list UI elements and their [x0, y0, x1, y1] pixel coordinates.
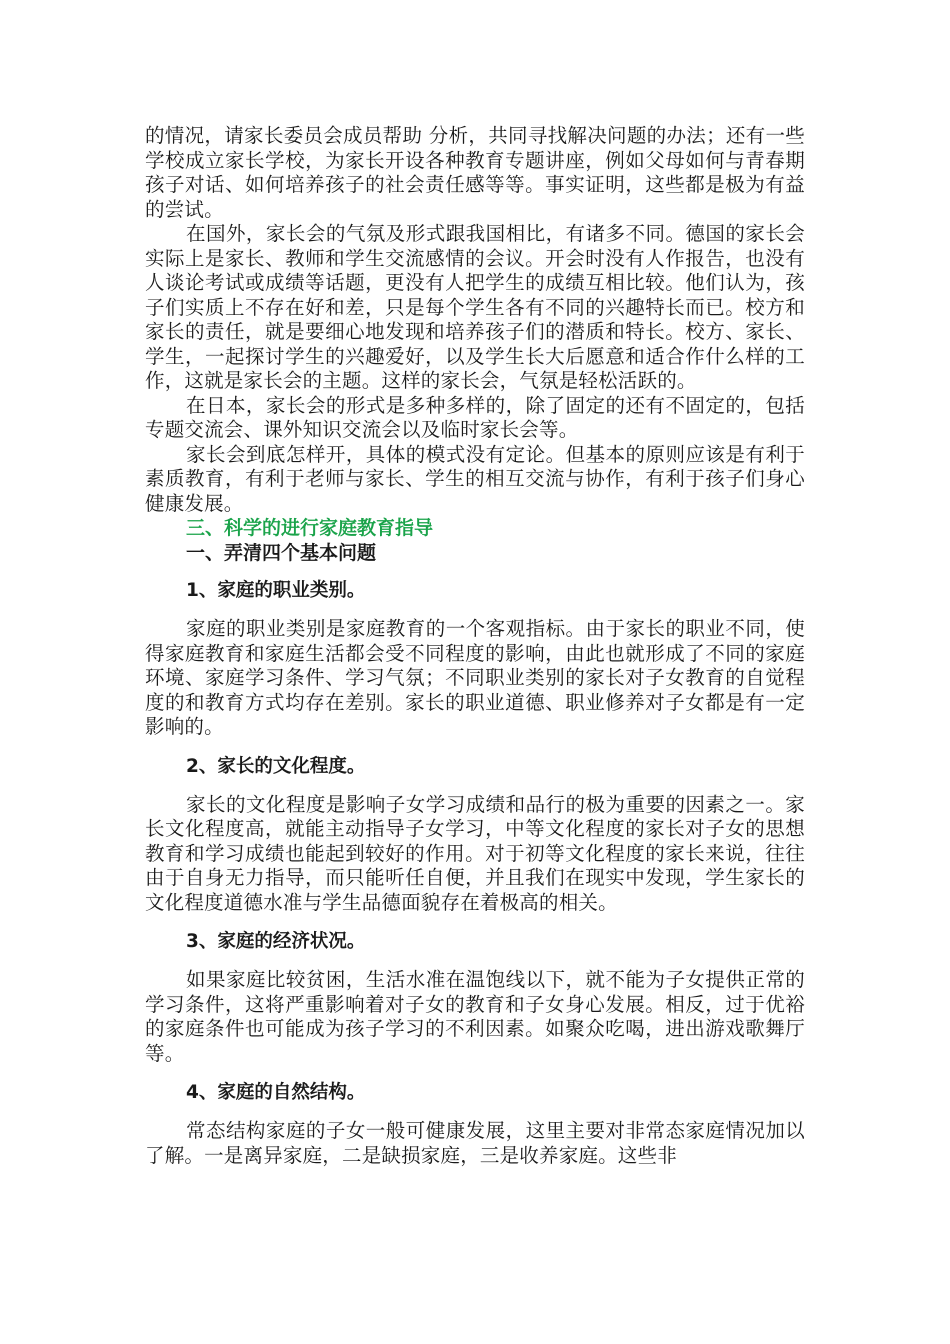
paragraph-parent-committee: 的情况，请家长委员会成员帮助 分析，共同寻找解决问题的办法；还有一些学校成立家长学校，为家长开设各种教育专题讲座，例如父母如何与青春期孩子对话、如何培养孩子的社会责任感等等。事实证明，这些都是极为有益的尝试。: [145, 124, 805, 221]
item-title-occupation: 1、家庭的职业类别。: [186, 580, 366, 601]
item-title-education: 2、家长的文化程度。: [186, 755, 366, 777]
item-body-structure: 常态结构家庭的子女一般可健康发展，这里主要对非常态家庭情况加以了解。一是离异家庭，二是缺损家庭，三是收养家庭。这些非: [145, 1119, 805, 1167]
paragraph-germany: 在国外，家长会的气氛及形式跟我国相比，有诸多不同。德国的家长会实际上是家长、教师和学生交流感情的会议。开会时没有人作报告，也没有人谈论考试或成绩等话题，更没有人把学生的成绩互相比较。他们认为，孩子们实质上不存在好和差，只是每个学生各有不同的兴趣特长而已。校方和家长的责任，就是要细心地发现和培养孩子们的潜质和特长。校方、家长、学生，一起探讨学生的兴趣爱好，以及学生长大后愿意和适合作什么样的工作，这就是家长会的主题。这样的家长会，气氛是轻松活跃的。: [145, 222, 805, 392]
section-title: 三、科学的进行家庭教育指导: [186, 517, 434, 539]
document-page: [145, 124, 805, 1168]
item-body-occupation: 家庭的职业类别是家庭教育的一个客观指标。由于家长的职业不同，使得家庭教育和家庭生活都会受不同程度的影响，由此也就形成了不同的家庭环境、家庭学习条件、学习气氛；不同职业类别的家长对子女教育的自觉程度的和教育方式均存在差别。家长的职业道德、职业修养对子女都是有一定影响的。: [145, 617, 805, 738]
paragraph-japan: 在日本，家长会的形式是多种多样的，除了固定的还有不固定的，包括专题交流会、课外知识交流会以及临时家长会等。: [145, 393, 805, 441]
item-body-education: 家长的文化程度是影响子女学习成绩和品行的极为重要的因素之一。家长文化程度高，就能主动指导子女学习，中等文化程度的家长对子女的思想教育和学习成绩也能起到较好的作用。对于初等文化程度的家长来说，往往由于自身无力指导，而只能听任自便，并且我们在现实中发现，学生家长的文化程度道德水准与学生品德面貌存在着极高的相关。: [145, 792, 805, 914]
subsection-title: 一、弄清四个基本问题: [186, 541, 377, 564]
paragraph-principles: 家长会到底怎样开，具体的模式没有定论。但基本的原则应该是有利于素质教育，有利于老师与家长、学生的相互交流与协作，有利于孩子们身心健康发展。: [145, 442, 805, 515]
item-body-economy: 如果家庭比较贫困，生活水准在温饱线以下，就不能为子女提供正常的学习条件，这将严重影响着对子女的教育和子女身心发展。相反，过于优裕的家庭条件也可能成为孩子学习的不利因素。如聚众吃喝，进出游戏歌舞厅等。: [145, 968, 805, 1065]
item-title-structure: 4、家庭的自然结构。: [186, 1082, 366, 1103]
item-title-economy: 3、家庭的经济状况。: [186, 931, 366, 952]
